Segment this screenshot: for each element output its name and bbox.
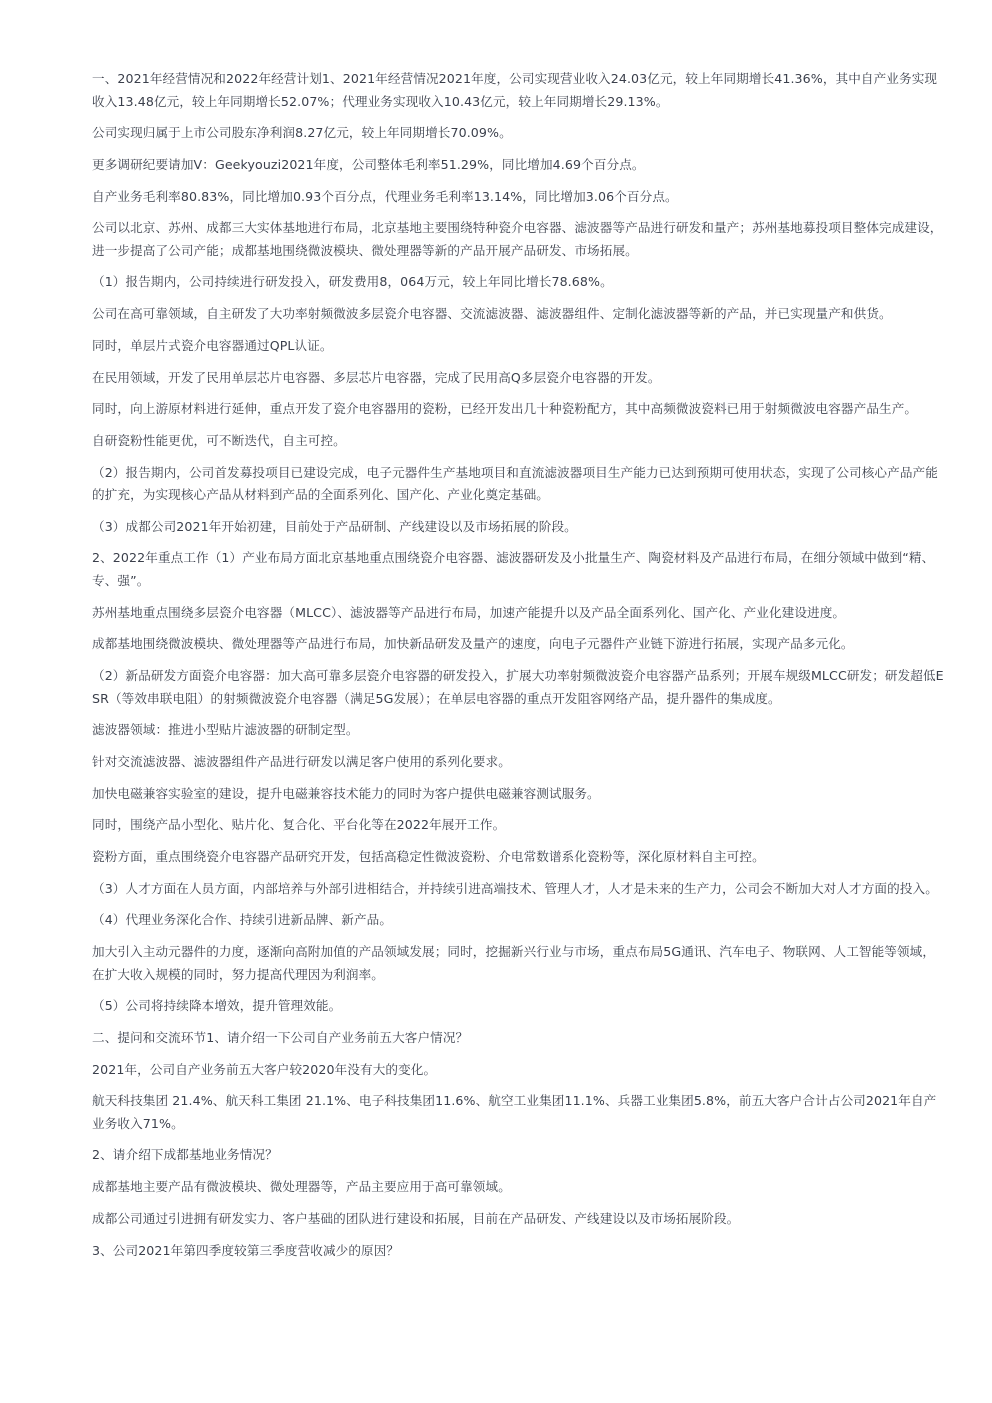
paragraph: （4）代理业务深化合作、持续引进新品牌、新产品。 <box>92 912 393 928</box>
paragraph: 同时，向上游原材料进行延伸，重点开发了瓷介电容器用的瓷粉，已经开发出几十种瓷粉配方，其中高频微波瓷料已用于射频微波电容器产品生产。 <box>92 401 918 417</box>
paragraph: 2、请介绍下成都基地业务情况？ <box>92 1147 278 1163</box>
paragraph: 公司在高可靠领域，自主研发了大功率射频微波多层瓷介电容器、交流滤波器、滤波器组件、定制化滤波器等新的产品，并已实现量产和供货。 <box>92 306 892 322</box>
paragraph: 成都基地主要产品有微波模块、微处理器等，产品主要应用于高可靠领域。 <box>92 1179 511 1195</box>
paragraph: 一、2021年经营情况和2022年经营计划1、2021年经营情况2021年度，公司实现营业收入24.03亿元，较上年同期增长41.36%，其中自产业务实现收入13.48亿元，较上年同期增长52.07%；代理业务实现收入10.43亿元，较上年同期增长29.13%。 <box>92 71 938 109</box>
paragraph: 成都基地围绕微波模块、微处理器等产品进行布局，加快新品研发及量产的速度，向电子元器件产业链下游进行拓展，实现产品多元化。 <box>92 636 854 652</box>
paragraph: （2）报告期内，公司首发募投项目已建设完成，电子元器件生产基地项目和直流滤波器项目生产能力已达到预期可使用状态，实现了公司核心产品产能的扩充，为实现核心产品从材料到产品的全面系列化、国产化、产业化奠定基础。 <box>92 464 938 503</box>
paragraph: 自产业务毛利率80.83%，同比增加0.93个百分点，代理业务毛利率13.14%，同比增加3.06个百分点。 <box>92 188 678 204</box>
document-body <box>92 68 944 1271</box>
paragraph: 3、公司2021年第四季度较第三季度营收减少的原因？ <box>92 1242 400 1258</box>
paragraph: 加大引入主动元器件的力度，逐渐向高附加值的产品领域发展；同时，挖掘新兴行业与市场，重点布局5G通讯、汽车电子、物联网、人工智能等领域，在扩大收入规模的同时，努力提高代理因为利润率。 <box>92 944 936 982</box>
paragraph: 自研瓷粉性能更优，可不断迭代，自主可控。 <box>92 432 346 448</box>
paragraph: （5）公司将持续降本增效，提升管理效能。 <box>92 998 342 1014</box>
paragraph: 更多调研纪要请加V：Geekyouzi2021年度，公司整体毛利率51.29%，同比增加4.69个百分点。 <box>92 156 645 172</box>
paragraph: 2021年，公司自产业务前五大客户较2020年没有大的变化。 <box>92 1061 437 1077</box>
paragraph: （3）人才方面在人员方面，内部培养与外部引进相结合，并持续引进高端技术、管理人才，人才是未来的生产力，公司会不断加大对人才方面的投入。 <box>92 880 938 896</box>
paragraph: 瓷粉方面，重点围绕瓷介电容器产品研究开发，包括高稳定性微波瓷粉、介电常数谱系化瓷粉等，深化原材料自主可控。 <box>92 848 765 864</box>
paragraph: 航天科技集团 21.4%、航天科工集团 21.1%、电子科技集团11.6%、航空工业集团11.1%、兵器工业集团5.8%，前五大客户合计占公司2021年自产业务收入71%。 <box>92 1093 937 1131</box>
paragraph: 成都公司通过引进拥有研发实力、客户基础的团队进行建设和拓展，目前在产品研发、产线建设以及市场拓展阶段。 <box>92 1210 740 1226</box>
paragraph: （3）成都公司2021年开始初建，目前处于产品研制、产线建设以及市场拓展的阶段。 <box>92 518 577 534</box>
paragraph: 针对交流滤波器、滤波器组件产品进行研发以满足客户使用的系列化要求。 <box>92 753 511 769</box>
paragraph: 苏州基地重点围绕多层瓷介电容器（MLCC）、滤波器等产品进行布局，加速产能提升以及产品全面系列化、国产化、产业化建设进度。 <box>92 604 846 620</box>
paragraph: 公司以北京、苏州、成都三大实体基地进行布局，北京基地主要围绕特种瓷介电容器、滤波器等产品进行研发和量产；苏州基地募投项目整体完成建设，进一步提高了公司产能；成都基地围绕微波模块、微处理器等新的产品开展产品研发、市场拓展。 <box>92 220 943 258</box>
paragraph: 同时，围绕产品小型化、贴片化、复合化、平台化等在2022年展开工作。 <box>92 817 506 833</box>
paragraph: 在民用领域，开发了民用单层芯片电容器、多层芯片电容器，完成了民用高Q多层瓷介电容器的开发。 <box>92 369 661 385</box>
paragraph: 同时，单层片式瓷介电容器通过QPL认证。 <box>92 337 333 353</box>
paragraph: （1）报告期内，公司持续进行研发投入，研发费用8，064万元，较上年同比增长78.68%。 <box>92 274 613 290</box>
paragraph: 公司实现归属于上市公司股东净利润8.27亿元，较上年同期增长70.09%。 <box>92 125 512 141</box>
paragraph: 二、提问和交流环节1、请介绍一下公司自产业务前五大客户情况？ <box>92 1029 469 1045</box>
paragraph: 加快电磁兼容实验室的建设，提升电磁兼容技术能力的同时为客户提供电磁兼容测试服务。 <box>92 785 600 801</box>
paragraph: 2、2022年重点工作（1）产业布局方面北京基地重点围绕瓷介电容器、滤波器研发及小批量生产、陶瓷材料及产品进行布局，在细分领域中做到“精、专、强”。 <box>92 550 935 588</box>
paragraph: （2）新品研发方面瓷介电容器：加大高可靠多层瓷介电容器的研发投入，扩展大功率射频微波瓷介电容器产品系列；开展车规级MLCC研发；研发超低ESR（等效串联电阻）的射频微波瓷介电容器（满足5G发展）；在单层电容器的重点开发阻容网络产品，提升器件的集成度。 <box>92 668 944 706</box>
paragraph: 滤波器领域：推进小型贴片滤波器的研制定型。 <box>92 722 359 738</box>
